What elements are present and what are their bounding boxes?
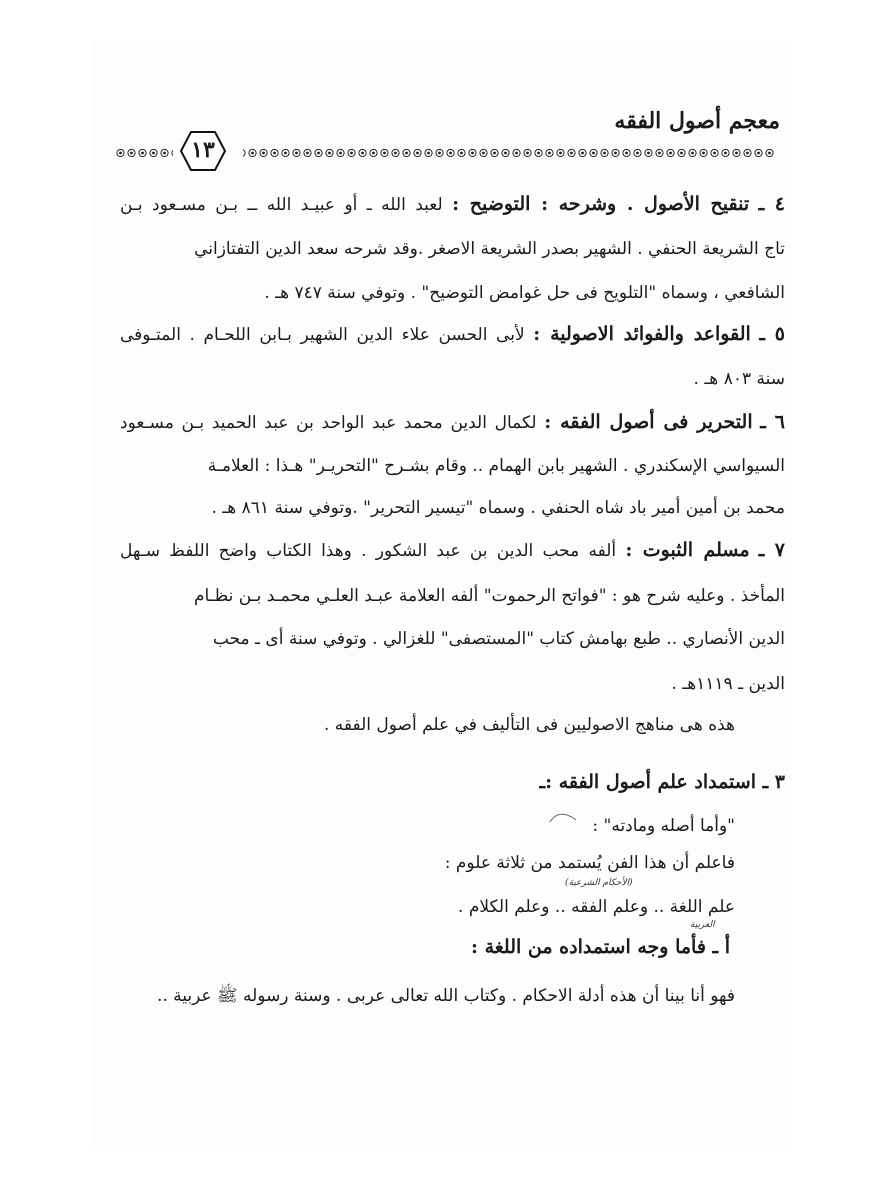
section-3-line-3: فهو أنا بينا أن هذه أدلة الاحكام . وكتاب الله تعالى عربى . وسنة رسوله ﷺ عربية .. (156, 986, 735, 1006)
item-5-title: القواعد والفوائد الاصولية : (533, 323, 751, 345)
item-4-number: ٤ ـ (758, 193, 785, 215)
pencil-mark (548, 808, 580, 828)
running-header-title: معجم أصول الفقه (614, 108, 780, 134)
section-3-quote: "وأما أصله ومادته" : (592, 816, 735, 836)
margin-note-1: (الأحكام الشرعية) (565, 878, 633, 888)
item-6-line-2: السيواسي الإسكندري . الشهير بابن الهمام .. وقام بشـرح "التحريـر" هـذا : العلامـة (207, 456, 785, 476)
item-6-number: ٦ ـ (760, 411, 785, 433)
item-5-line-1 (120, 322, 785, 347)
item-6-line-3: محمد بن أمين أمير باد شاه الحنفي . وسماه "تيسير التحرير" .وتوفي سنة ٨٦١ هـ . (211, 498, 785, 518)
section-3-line-2: علم اللغة .. وعلم الفقه .. وعلم الكلام . (458, 897, 735, 917)
item-7-line-1 (120, 538, 785, 563)
closing-sentence: هذه هى مناهج الاصوليين فى التأليف في علم أصول الفقه . (323, 715, 735, 735)
item-6-line-1 (120, 410, 785, 435)
item-4-line-1 (120, 192, 785, 217)
item-4-line-3: الشافعي ، وسماه "التلويح فى حل غوامض التوضيح" . وتوفي سنة ٧٤٧ هـ . (264, 283, 785, 303)
item-5-number: ٥ ـ (759, 323, 785, 345)
item-4-line-2: تاج الشريعة الحنفي . الشهير بصدر الشريعة الاصغر .وقد شرحه سعد الدين التفتازاني (194, 239, 785, 259)
item-7-number: ٧ ـ (758, 539, 786, 561)
item-7-line-2: المأخذ . وعليه شرح هو : "فواتح الرحموت" ألفه العلامة عبـد العلـي محمـد بـن نظـام (193, 586, 785, 606)
margin-note-2: العربية (690, 920, 715, 930)
item-5-text-1: لأبى الحسن علاء الدين الشهير بـابن اللحـام . المتـوفى (120, 325, 525, 345)
item-4-text-1: لعبد الله ـ أو عبيـد الله ــ بـن مسـعود بـن (120, 195, 443, 215)
section-3-heading: ٣ ـ استمداد علم أصول الفقه :ـ (539, 771, 785, 793)
item-7-text-1: ألفه محب الدين بن عبد الشكور . وهذا الكتاب واضح اللفظ سـهل (120, 541, 617, 561)
item-5-line-2: سنة ٨٠٣ هـ . (693, 369, 785, 389)
section-3-subheading: أ ـ فأما وجه استمداده من اللغة : (470, 936, 730, 958)
item-7-line-3: الدين الأنصاري .. طبع بهامش كتاب "المستصفى" للغزالي . وتوفي سنة أى ـ محب (212, 629, 785, 649)
section-3-line-1: فاعلم أن هذا الفن يُستمد من ثلاثة علوم : (444, 853, 735, 873)
item-7-line-4: الدين ـ ١١١٩هـ . (671, 674, 785, 694)
item-6-text-1: لكمال الدين محمد عبد الواحد بن عبد الحميد بـن مسـعود (120, 413, 537, 433)
item-4-title: تنقيح الأصول . وشرحه : التوضيح : (452, 193, 750, 215)
item-7-title: مسلم الثبوت : (625, 539, 750, 561)
item-6-title: التحرير فى أصول الفقه : (544, 411, 753, 433)
page-number: ١٣ (191, 137, 215, 163)
